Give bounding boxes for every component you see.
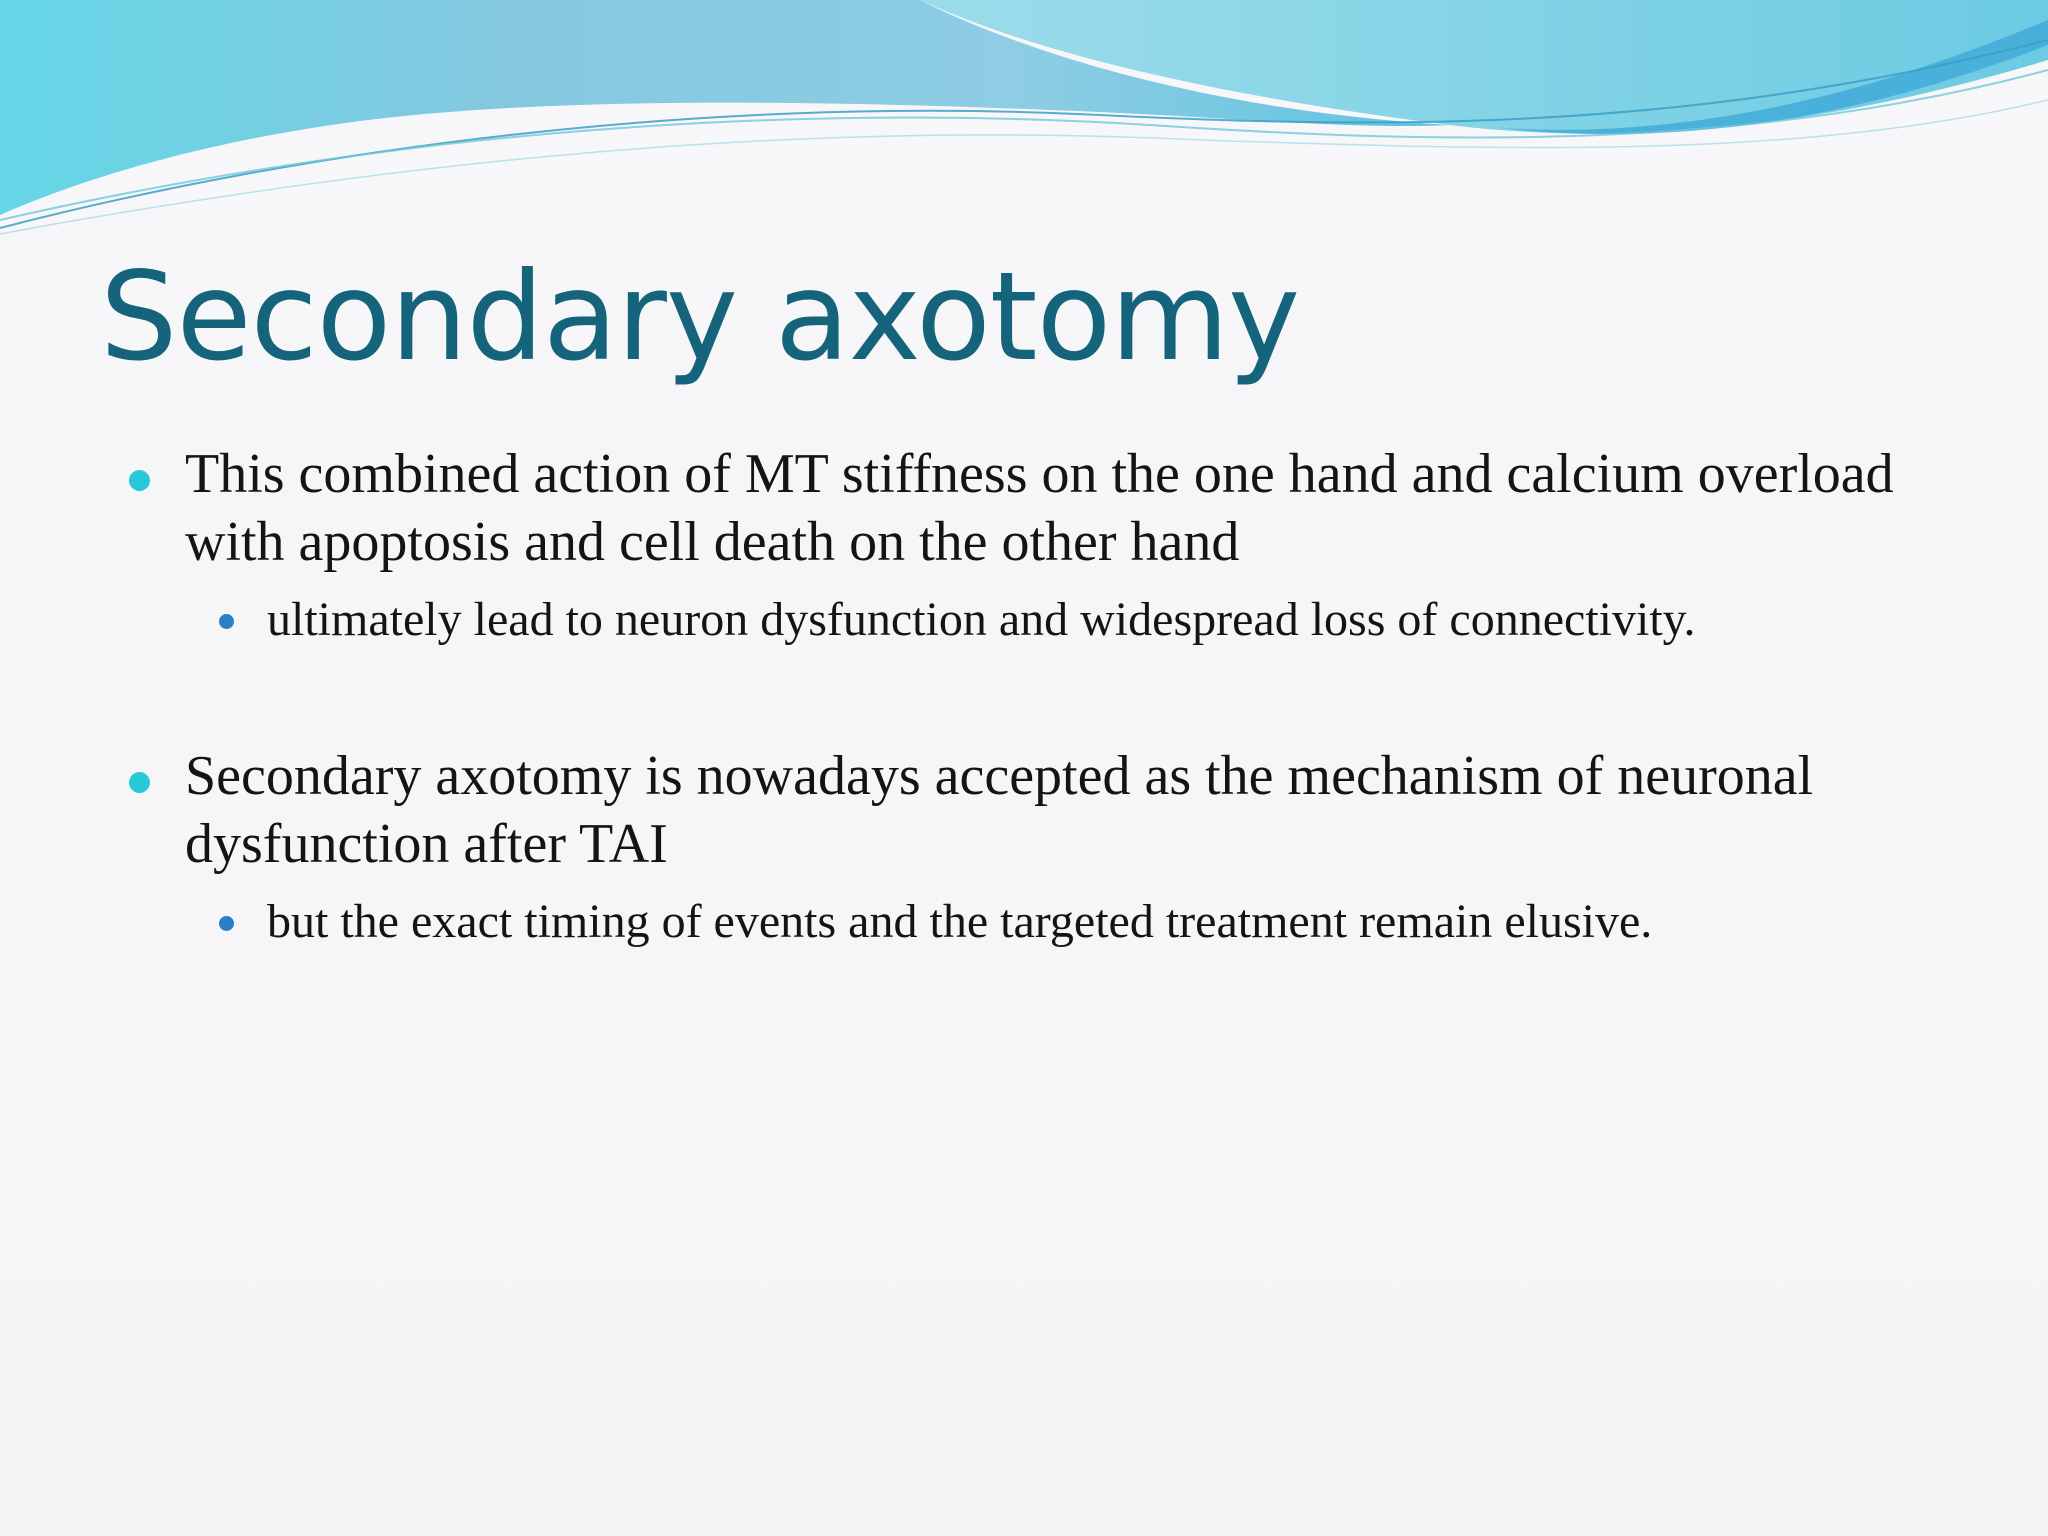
sub-bullet-dot-icon bbox=[219, 916, 234, 931]
slide-title: Secondary axotomy bbox=[100, 246, 1300, 388]
decorative-wave-banner bbox=[0, 0, 2048, 240]
list-item bbox=[120, 742, 1980, 878]
sub-list-item bbox=[267, 590, 1980, 650]
sub-bullet-text: ultimately lead to neuron dysfunction and widespread loss of connectivity. bbox=[267, 593, 1696, 646]
bullet-group bbox=[120, 440, 1980, 650]
list-item bbox=[120, 440, 1980, 576]
sub-bullet-text: but the exact timing of events and the targeted treatment remain elusive. bbox=[267, 895, 1653, 948]
bullet-text: Secondary axotomy is nowadays accepted as the mechanism of neuronal dysfunction after TAI bbox=[185, 745, 1814, 875]
slide-content bbox=[120, 440, 1980, 952]
bullet-text: This combined action of MT stiffness on the one hand and calcium overload with apoptosis and cell death on the other hand bbox=[185, 443, 1894, 573]
sub-bullet-dot-icon bbox=[219, 614, 234, 629]
sub-list-item bbox=[267, 892, 1980, 952]
bullet-dot-icon bbox=[129, 470, 150, 491]
bullet-dot-icon bbox=[129, 772, 150, 793]
bullet-group bbox=[120, 742, 1980, 952]
